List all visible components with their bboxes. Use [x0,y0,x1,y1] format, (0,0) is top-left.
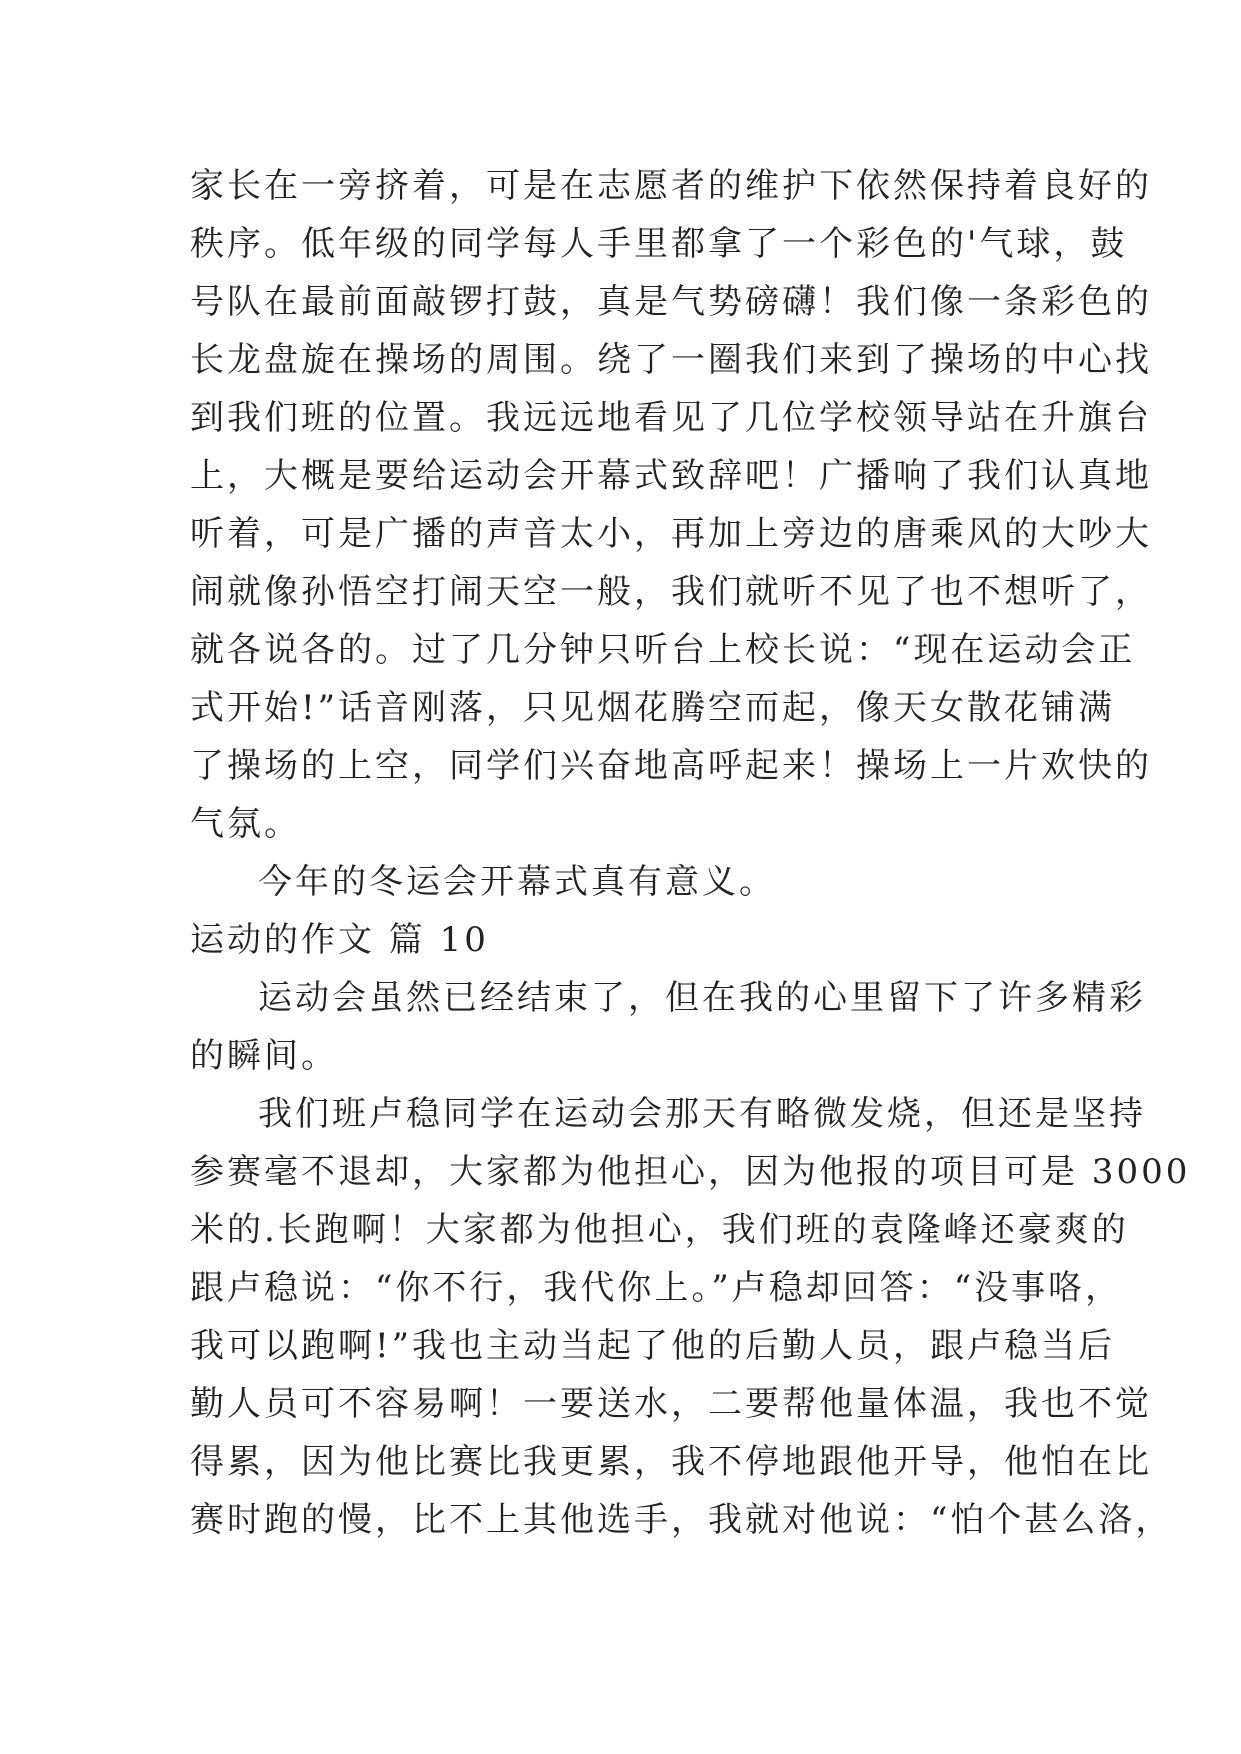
text-line: 家长在一旁挤着，可是在志愿者的维护下依然保持着良好的 [190,166,1152,206]
text-line: 就各说各的。过了几分钟只听台上校长说：“现在运动会正 [190,630,1136,670]
text-line: 秩序。低年级的同学每人手里都拿了一个彩色的'气球，鼓 [190,224,1128,264]
text-line: 勤人员可不容易啊！一要送水，二要帮他量体温，我也不觉 [190,1384,1152,1424]
text-line: 我们班卢稳同学在运动会那天有略微发烧，但还是坚持 [258,1094,1146,1134]
text-line: 运动会虽然已经结束了，但在我的心里留下了许多精彩 [258,978,1146,1018]
text-line: 气氛。 [190,804,301,844]
paragraph-story [190,1085,1191,1549]
paragraph-opening-ceremony [190,157,1152,853]
text-line: 号队在最前面敲锣打鼓，真是气势磅礴！我们像一条彩色的 [190,282,1152,322]
section-heading: 运动的作文 篇 10 [190,920,489,960]
text-line: 到我们班的位置。我远远地看见了几位学校领导站在升旗台 [190,398,1152,438]
text-line: 听着，可是广播的声音太小，再加上旁边的唐乘风的大吵大 [190,514,1152,554]
text-line: 今年的冬运会开幕式真有意义。 [258,862,776,902]
paragraph-conclusion [190,853,1060,911]
text-line: 闹就像孙悟空打闹天空一般，我们就听不见了也不想听了， [190,572,1152,612]
text-line: 了操场的上空，同学们兴奋地高呼起来！操场上一片欢快的 [190,746,1152,786]
text-line: 得累，因为他比赛比我更累，我不停地跟他开导，他怕在比 [190,1442,1152,1482]
text-line: 的瞬间。 [190,1036,338,1076]
text-line: 上，大概是要给运动会开幕式致辞吧！广播响了我们认真地 [190,456,1152,496]
text-line: 长龙盘旋在操场的周围。绕了一圈我们来到了操场的中心找 [190,340,1152,380]
text-line: 赛时跑的慢，比不上其他选手，我就对他说：“怕个甚么洛， [190,1500,1173,1540]
text-line: 跟卢稳说：“你不行，我代你上。”卢稳却回答：“没事咯， [190,1268,1123,1308]
text-line: 米的.长跑啊！大家都为他担心，我们班的袁隆峰还豪爽的 [190,1210,1129,1250]
text-line: 我可以跑啊!”我也主动当起了他的后勤人员，跟卢稳当后 [190,1326,1116,1366]
document-body [190,157,1191,1549]
paragraph-intro [190,969,1146,1085]
text-line: 式开始!”话音刚落，只见烟花腾空而起，像天女散花铺满 [190,688,1116,728]
text-line: 参赛毫不退却，大家都为他担心，因为他报的项目可是 3000 [190,1152,1191,1192]
